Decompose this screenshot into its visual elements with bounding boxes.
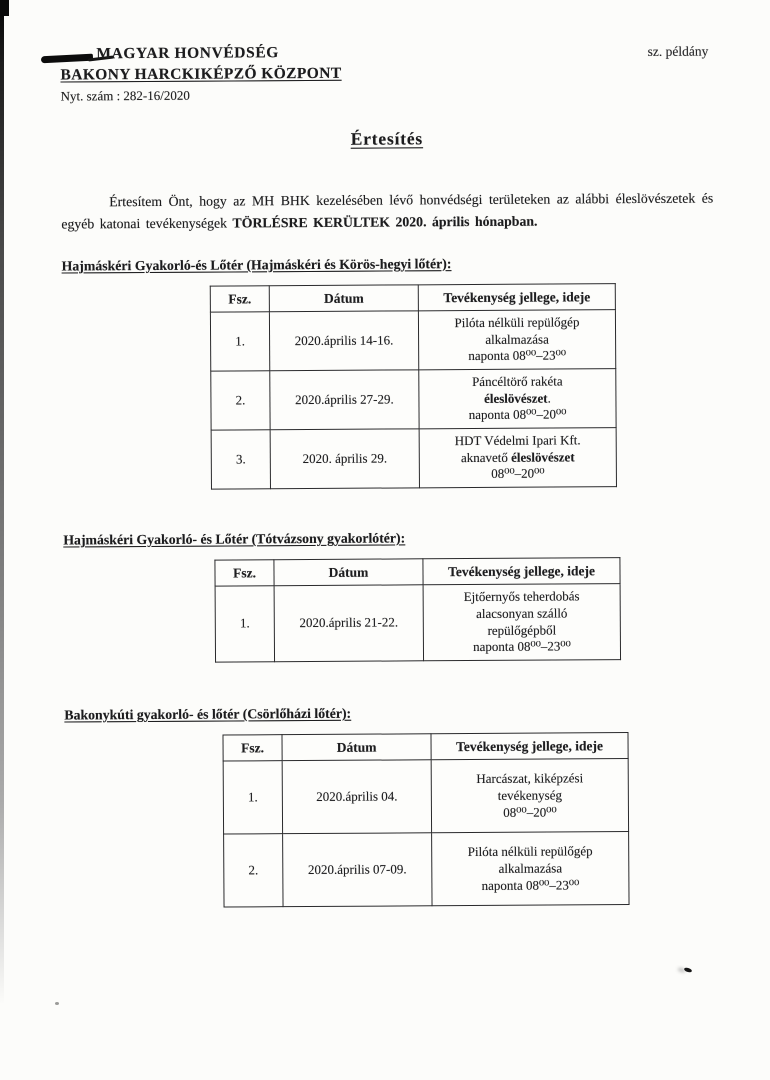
schedule-table: [210, 283, 617, 490]
date-cell: 2020.április 04.: [282, 760, 431, 834]
activity-line: [425, 390, 609, 408]
activity-line: [426, 465, 610, 483]
table-row: [211, 369, 616, 430]
intro-paragraph: [61, 188, 713, 237]
table-row: [224, 832, 629, 907]
table-header-row: [215, 557, 620, 586]
activity-text: 08⁰⁰–20⁰⁰: [503, 804, 557, 820]
header-datum: Dátum: [282, 734, 431, 761]
section-heading: Hajmáskéri Gyakorló-és Lőtér (Hajmáskéri és Körös-hegyi lőtér):: [61, 255, 452, 274]
section-heading: Bakonykúti gyakorló- és lőtér (Csörlőházi lőtér):: [64, 705, 352, 723]
table-header-row: [210, 283, 615, 312]
activity-text: 08⁰⁰–20⁰⁰: [491, 465, 545, 482]
org-name-line2: BAKONY HARCKIKÉPZŐ KÖZPONT: [60, 64, 342, 84]
header-activity: Tevékenység jellege, ideje: [418, 283, 615, 311]
activity-line: [438, 860, 622, 878]
activity-line: [438, 804, 622, 822]
header-datum: Dátum: [274, 559, 423, 586]
activity-line: [438, 843, 622, 861]
activity-line: [430, 589, 614, 607]
activity-line: [438, 787, 622, 805]
activity-line: [438, 771, 622, 789]
date-cell: 2020.április 27-29.: [270, 370, 419, 430]
header-fsz: Fsz.: [223, 735, 282, 762]
row-number-cell: 2.: [211, 371, 270, 430]
schedule-table: [214, 557, 621, 663]
activity-text: repülőgépből: [487, 622, 557, 638]
header-activity: Tevékenység jellege, ideje: [431, 732, 628, 760]
schedule-table: [222, 732, 629, 908]
header-datum: Dátum: [269, 285, 418, 312]
org-name-line1: MAGYAR HONVÉDSÉG: [96, 44, 279, 63]
copy-number-note: sz. példány: [647, 43, 709, 59]
date-cell: 2020.április 21-22.: [274, 585, 423, 661]
activity-line: [425, 373, 609, 391]
section-heading: Hajmáskéri Gyakorló- és Lőtér (Tótvázsony gyakorlótér):: [63, 530, 406, 548]
intro-text: Értesítem Önt, hogy az MH BHK kezelésében lévő honvédségi területeken az alábbi éleslövészetek és egyéb katonai tevékenységek: [61, 190, 714, 232]
registry-number: Nyt. szám : 282-16/2020: [60, 87, 190, 104]
header-fsz: Fsz.: [210, 285, 269, 312]
date-cell: 2020.április 14-16.: [269, 311, 418, 371]
activity-text: .: [547, 390, 551, 406]
activity-text: Pilóta nélküli repülőgép: [454, 314, 580, 331]
activity-line: [438, 877, 622, 895]
activity-text: naponta 08⁰⁰–20⁰⁰: [468, 406, 567, 423]
table-row: [210, 310, 615, 371]
row-number-cell: 1.: [215, 586, 274, 662]
activity-text: naponta 08⁰⁰–23⁰⁰: [473, 638, 571, 655]
row-number-cell: 1.: [223, 761, 282, 834]
activity-text: tevékenység: [497, 787, 563, 803]
activity-cell: [419, 369, 616, 429]
activity-line: [430, 622, 614, 640]
activity-cell: [419, 428, 616, 488]
activity-line: [425, 407, 609, 425]
date-cell: 2020.április 07-09.: [283, 833, 432, 907]
activity-line: [430, 605, 614, 623]
activity-text: Pilóta nélküli repülőgép: [467, 843, 593, 860]
header-activity: Tevékenység jellege, ideje: [423, 557, 620, 585]
sections-container: [62, 254, 718, 908]
row-number-cell: 2.: [224, 834, 283, 907]
activity-text: Harcászat, kiképzési: [476, 770, 584, 787]
table-row: [223, 759, 628, 834]
activity-line: [426, 449, 610, 467]
activity-text-bold: éleslövészet: [483, 390, 548, 406]
activity-cell: [418, 310, 615, 370]
date-cell: 2020. április 29.: [270, 429, 419, 489]
section-1: [62, 254, 715, 490]
activity-text: Páncéltörő rakéta: [471, 373, 563, 390]
activity-text: alkalmazása: [485, 331, 549, 347]
header-fsz: Fsz.: [215, 560, 274, 587]
intro-text-bold: TÖRLÉSRE KERÜLTEK 2020. április hónapban.: [232, 213, 538, 231]
activity-cell: [432, 832, 629, 906]
table-row: [211, 428, 616, 489]
activity-line: [425, 348, 609, 366]
row-number-cell: 3.: [211, 430, 270, 489]
document-title: Értesítés: [350, 128, 424, 149]
table-row: [215, 584, 620, 662]
activity-text: alkalmazása: [498, 860, 563, 876]
activity-cell: [423, 584, 620, 661]
activity-text-bold: éleslövészet: [511, 448, 575, 465]
section-2: [63, 528, 716, 663]
activity-text: aknavető: [460, 449, 512, 465]
table-header-row: [223, 732, 628, 761]
activity-line: [430, 638, 614, 656]
section-3: [64, 703, 717, 908]
activity-text: naponta 08⁰⁰–23⁰⁰: [468, 347, 567, 364]
activity-text: Ejtőernyős teherdobás: [463, 588, 580, 605]
activity-line: [425, 314, 609, 332]
activity-line: [426, 432, 610, 450]
activity-text: naponta 08⁰⁰–23⁰⁰: [481, 876, 580, 893]
activity-line: [425, 331, 609, 349]
activity-text: HDT Védelmi Ipari Kft.: [454, 432, 581, 449]
activity-cell: [431, 759, 628, 833]
row-number-cell: 1.: [210, 312, 269, 371]
activity-text: alacsonyan szálló: [476, 605, 568, 622]
